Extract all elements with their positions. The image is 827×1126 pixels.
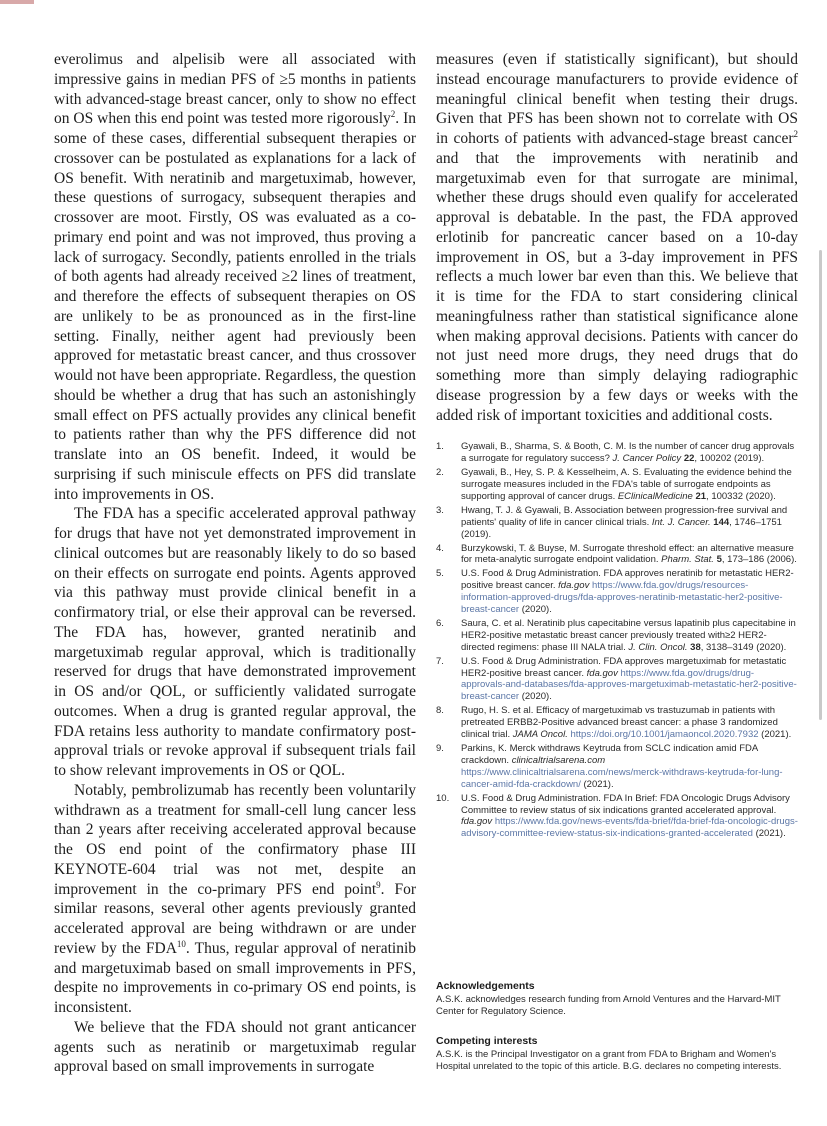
- acknowledgements-section: [436, 980, 798, 1018]
- reference-text-run: (2021).: [752, 828, 786, 840]
- reference-item: [436, 793, 798, 841]
- reference-text-run: (2021).: [580, 778, 614, 790]
- journal-name: EClinicalMedicine: [617, 490, 693, 502]
- journal-name: fda.gov: [461, 816, 493, 828]
- reference-number: 6.: [436, 617, 444, 629]
- right-text-column: [436, 50, 798, 425]
- reference-text-run: Burzykowski, T. & Buyse, M. Surrogate threshold effect: an alternative measure for meta-analytic surrogate endpoint validation.: [461, 542, 794, 566]
- reference-text-run: Saura, C. et al. Neratinib plus capecitabine versus lapatinib plus capecitabine in HER2-positive metastatic breast cancer previously treated with≥2 HER2-directed regimens: phase III NALA trial.: [461, 617, 796, 653]
- reference-item: [436, 467, 798, 503]
- text-run: measures (even if statistically significant), but should instead encourage manufacturers to provide evidence of meaningful clinical benefit when testing their drugs. Given that PFS has been shown not to correlate with OS in cohorts of patients with advanced-stage breast cancer: [436, 51, 798, 147]
- journal-name: JAMA Oncol.: [512, 729, 568, 741]
- reference-number: 4.: [436, 542, 444, 554]
- journal-name: J. Clin. Oncol.: [628, 641, 688, 653]
- reference-text: [461, 618, 798, 654]
- journal-name: J. Cancer Policy: [612, 453, 682, 465]
- reference-text-run: U.S. Food & Drug Administration. FDA approves neratinib for metastatic HER2-positive breast cancer.: [461, 568, 794, 592]
- reference-text-run: , 100332 (2020).: [706, 490, 776, 502]
- reference-text: [461, 441, 798, 465]
- reference-text: [461, 505, 798, 541]
- text-run: We believe that the FDA should not grant anticancer agents such as neratinib or margetuximab regular approval based on small improvements in surrogate: [54, 1018, 416, 1076]
- reference-number: 9.: [436, 743, 444, 754]
- reference-list: [436, 441, 798, 840]
- reference-text: [461, 568, 798, 616]
- reference-link[interactable]: https://www.fda.gov/drugs/resources-information-approved-drugs/fda-approves-neratinib-metastatic-her2-positive-breast-cancer: [461, 580, 783, 616]
- text-run: everolimus and alpelisib were all associated with impressive gains in median PFS of ≥5 months in patients with advanced-stage breast cancer, only to show no effect on OS when this end point was tested more rigorously: [54, 51, 416, 128]
- citation-superscript[interactable]: 10: [176, 938, 186, 949]
- competing-interests-body: A.S.K. is the Principal Investigator on a grant from FDA to Brigham and Women's Hospital unrelated to the topic of this article. B.G. declares no competing interests.: [436, 1049, 782, 1072]
- reference-text-run: Gyawali, B., Sharma, S. & Booth, C. M. Is the number of cancer drug approvals a surrogate for regulatory success?: [461, 441, 795, 465]
- reference-text-run: Gyawali, B., Hey, S. P. & Kesselheim, A. S. Evaluating the evidence behind the surrogate measures included in the FDA's table of surrogate endpoints as supporting approval of cancer drugs.: [461, 467, 792, 502]
- reference-link[interactable]: https://doi.org/10.1001/jamaoncol.2020.7932: [570, 729, 759, 741]
- reference-text-run: , 1746–1751 (2019).: [461, 516, 782, 540]
- reference-text-run: , 3138–3149 (2020).: [700, 641, 787, 653]
- reference-text: [461, 467, 798, 503]
- page-corner-mark: [0, 0, 34, 4]
- text-run: . In some of these cases, differential subsequent therapies or crossover can be postulated as explanations for a lack of OS benefit. With neratinib and margetuximab, however, these questions of surrogacy, subsequent therapies and crossover are moot. Firstly, OS was evaluated as a co-primary end point and was not improved, thus proving a lack of surrogacy. Secondly, patients enrolled in the trials of both agents had already received ≥2 lines of treatment, and therefore the effects of subsequent therapies on OS are unlikely to be as pronounced as in the first-line setting. Finally, neither agent had previously been approved for metastatic breast cancer, and thus crossover would not have been appropriate. Regardless, the question should be whether a drug that has such an astonishingly small effect on PFS actually provides any clinical benefit to patients rather than why the PFS difference did not translate into an OS benefit. Indeed, it would be surprising if such miniscule effects on PFS did translate into improvements in OS.: [54, 110, 416, 503]
- reference-text: [461, 656, 798, 704]
- citation-superscript[interactable]: 9: [376, 879, 381, 890]
- reference-item: [436, 543, 798, 567]
- body-paragraph: [436, 50, 798, 425]
- volume-number: 38: [690, 641, 701, 653]
- reference-text-run: Parkins, K. Merck withdraws Keytruda from SCLC indication amid FDA crackdown.: [461, 743, 758, 766]
- volume-number: 5: [716, 554, 722, 566]
- volume-number: 21: [695, 490, 707, 502]
- reference-item: [436, 743, 798, 791]
- reference-number: 2.: [436, 467, 444, 479]
- reference-item: [436, 656, 798, 704]
- journal-name: Pharm. Stat.: [661, 554, 714, 566]
- body-paragraph: [54, 781, 416, 1018]
- reference-text-run: (2021).: [758, 729, 792, 741]
- reference-text-run: (2020).: [519, 604, 552, 616]
- reference-number: 5.: [436, 568, 444, 580]
- text-run: Notably, pembrolizumab has recently been voluntarily withdrawn as a treatment for small-cell lung cancer less than 2 years after receiving accelerated approval because the OS end point of the confirmatory phase III KEYNOTE-604 trial was not met, despite an improvement in the co-primary PFS end point: [54, 781, 416, 898]
- citation-superscript[interactable]: 2: [793, 129, 798, 139]
- reference-link[interactable]: https://www.fda.gov/news-events/fda-brief/fda-brief-fda-oncologic-drugs-advisory-committee-review-status-six-indications-granted-accelerated: [461, 816, 798, 840]
- reference-text-run: Rugo, H. S. et al. Efficacy of margetuximab vs trastuzumab in patients with pretreated ERBB2-Positive advanced breast cancer: a phase 3 randomized clinical trial.: [461, 705, 778, 741]
- reference-item: [436, 618, 798, 654]
- reference-number: 7.: [436, 655, 444, 667]
- acknowledgements-body: A.S.K. acknowledges research funding from Arnold Ventures and the Harvard-MIT Center for Regulatory Science.: [436, 994, 781, 1017]
- reference-link[interactable]: https://www.fda.gov/drugs/drug-approvals-and-databases/fda-approves-margetuximab-metastatic-her2-positive-breast-cancer: [461, 667, 797, 703]
- right-column: [436, 50, 798, 1072]
- citation-superscript[interactable]: 2: [390, 109, 396, 120]
- reference-number: 10.: [436, 792, 450, 804]
- reference-text-run: Hwang, T. J. & Gyawali, B. Association between progression-free survival and patients' quality of life in cancer clinical trials.: [461, 504, 788, 528]
- body-paragraph: [54, 504, 416, 781]
- journal-name: Int. J. Cancer.: [651, 516, 711, 528]
- reference-number: 1.: [436, 441, 444, 453]
- text-run: . Thus, regular approval of neratinib and margetuximab based on small improvements in PFS, despite no improvements in co-primary OS end points, is inconsistent.: [54, 939, 416, 1016]
- volume-number: 22: [683, 453, 695, 465]
- journal-name: clinicaltrialsarena.com: [511, 754, 606, 766]
- competing-interests-section: [436, 1035, 798, 1073]
- competing-interests-title: Competing interests: [436, 1035, 538, 1047]
- journal-name: fda.gov: [558, 580, 590, 592]
- reference-item: [436, 568, 798, 616]
- reference-text-run: , 173–186 (2006).: [721, 554, 797, 566]
- reference-text-run: U.S. Food & Drug Administration. FDA In Brief: FDA Oncologic Drugs Advisory Committee to review status of six indications granted accelerated approval.: [461, 792, 790, 816]
- reference-item: [436, 441, 798, 465]
- reference-text-run: (2020).: [519, 691, 552, 703]
- reference-text: [461, 543, 798, 567]
- journal-name: fda.gov: [586, 667, 618, 679]
- reference-text: [461, 743, 798, 791]
- volume-number: 144: [713, 516, 730, 528]
- body-paragraph: [54, 50, 416, 504]
- reference-number: 8.: [436, 705, 444, 717]
- reference-item: [436, 705, 798, 741]
- reference-text: [461, 793, 798, 841]
- reference-number: 3.: [436, 504, 444, 516]
- reference-link[interactable]: https://www.clinicaltrialsarena.com/news/merck-withdraws-keytruda-for-lung-cancer-amid-fda-crackdown/: [461, 766, 783, 790]
- scrollbar[interactable]: [819, 250, 822, 720]
- left-text-column: [54, 50, 416, 1077]
- reference-text-run: , 100202 (2019).: [694, 453, 765, 465]
- reference-item: [436, 505, 798, 541]
- reference-text-run: U.S. Food & Drug Administration. FDA approves margetuximab for metastatic HER2-positive breast cancer.: [461, 655, 787, 679]
- text-run: and that the improvements with neratinib and margetuximab even for that surrogate are minimal, whether these drugs should even qualify for accelerated approval is debatable. In the past, the FDA approved erlotinib for pancreatic cancer based on a 10-day improvement in OS, but a 3-day improvement in PFS reflects a much lower bar even than this. We believe that it is time for the FDA to start considering clinical meaningfulness rather than statistical significance alone when making approval decisions. Patients with cancer do not just need more drugs, they need drugs that do something more than simply delaying radiographic disease progression by a few days or weeks with the added risk of important toxicities and additional costs.: [436, 149, 798, 424]
- text-run: . For similar reasons, several other agents previously granted accelerated approval are being withdrawn or are under review by the FDA: [54, 880, 416, 957]
- body-paragraph: [54, 1018, 416, 1077]
- reference-text: [461, 705, 798, 741]
- text-run: The FDA has a specific accelerated approval pathway for drugs that have not yet demonstrated improvement in clinical outcomes but are reasonably likely to do so based on their effects on surrogate end points. Agents approved via this pathway must provide clinical benefit in a confirmatory trial, or else their approval can be reversed. The FDA has, however, granted neratinib and margetuximab regular approval, which is traditionally reserved for drugs that have demonstrated improvement in OS and/or QOL, or sufficiently validated surrogate outcomes. When a drug is granted regular approval, the FDA retains less authority to mandate confirmatory post-approval trials or revoke approval if subsequent trials fail to show relevant improvements in OS or QOL.: [54, 505, 416, 779]
- acknowledgements-title: Acknowledgements: [436, 980, 535, 992]
